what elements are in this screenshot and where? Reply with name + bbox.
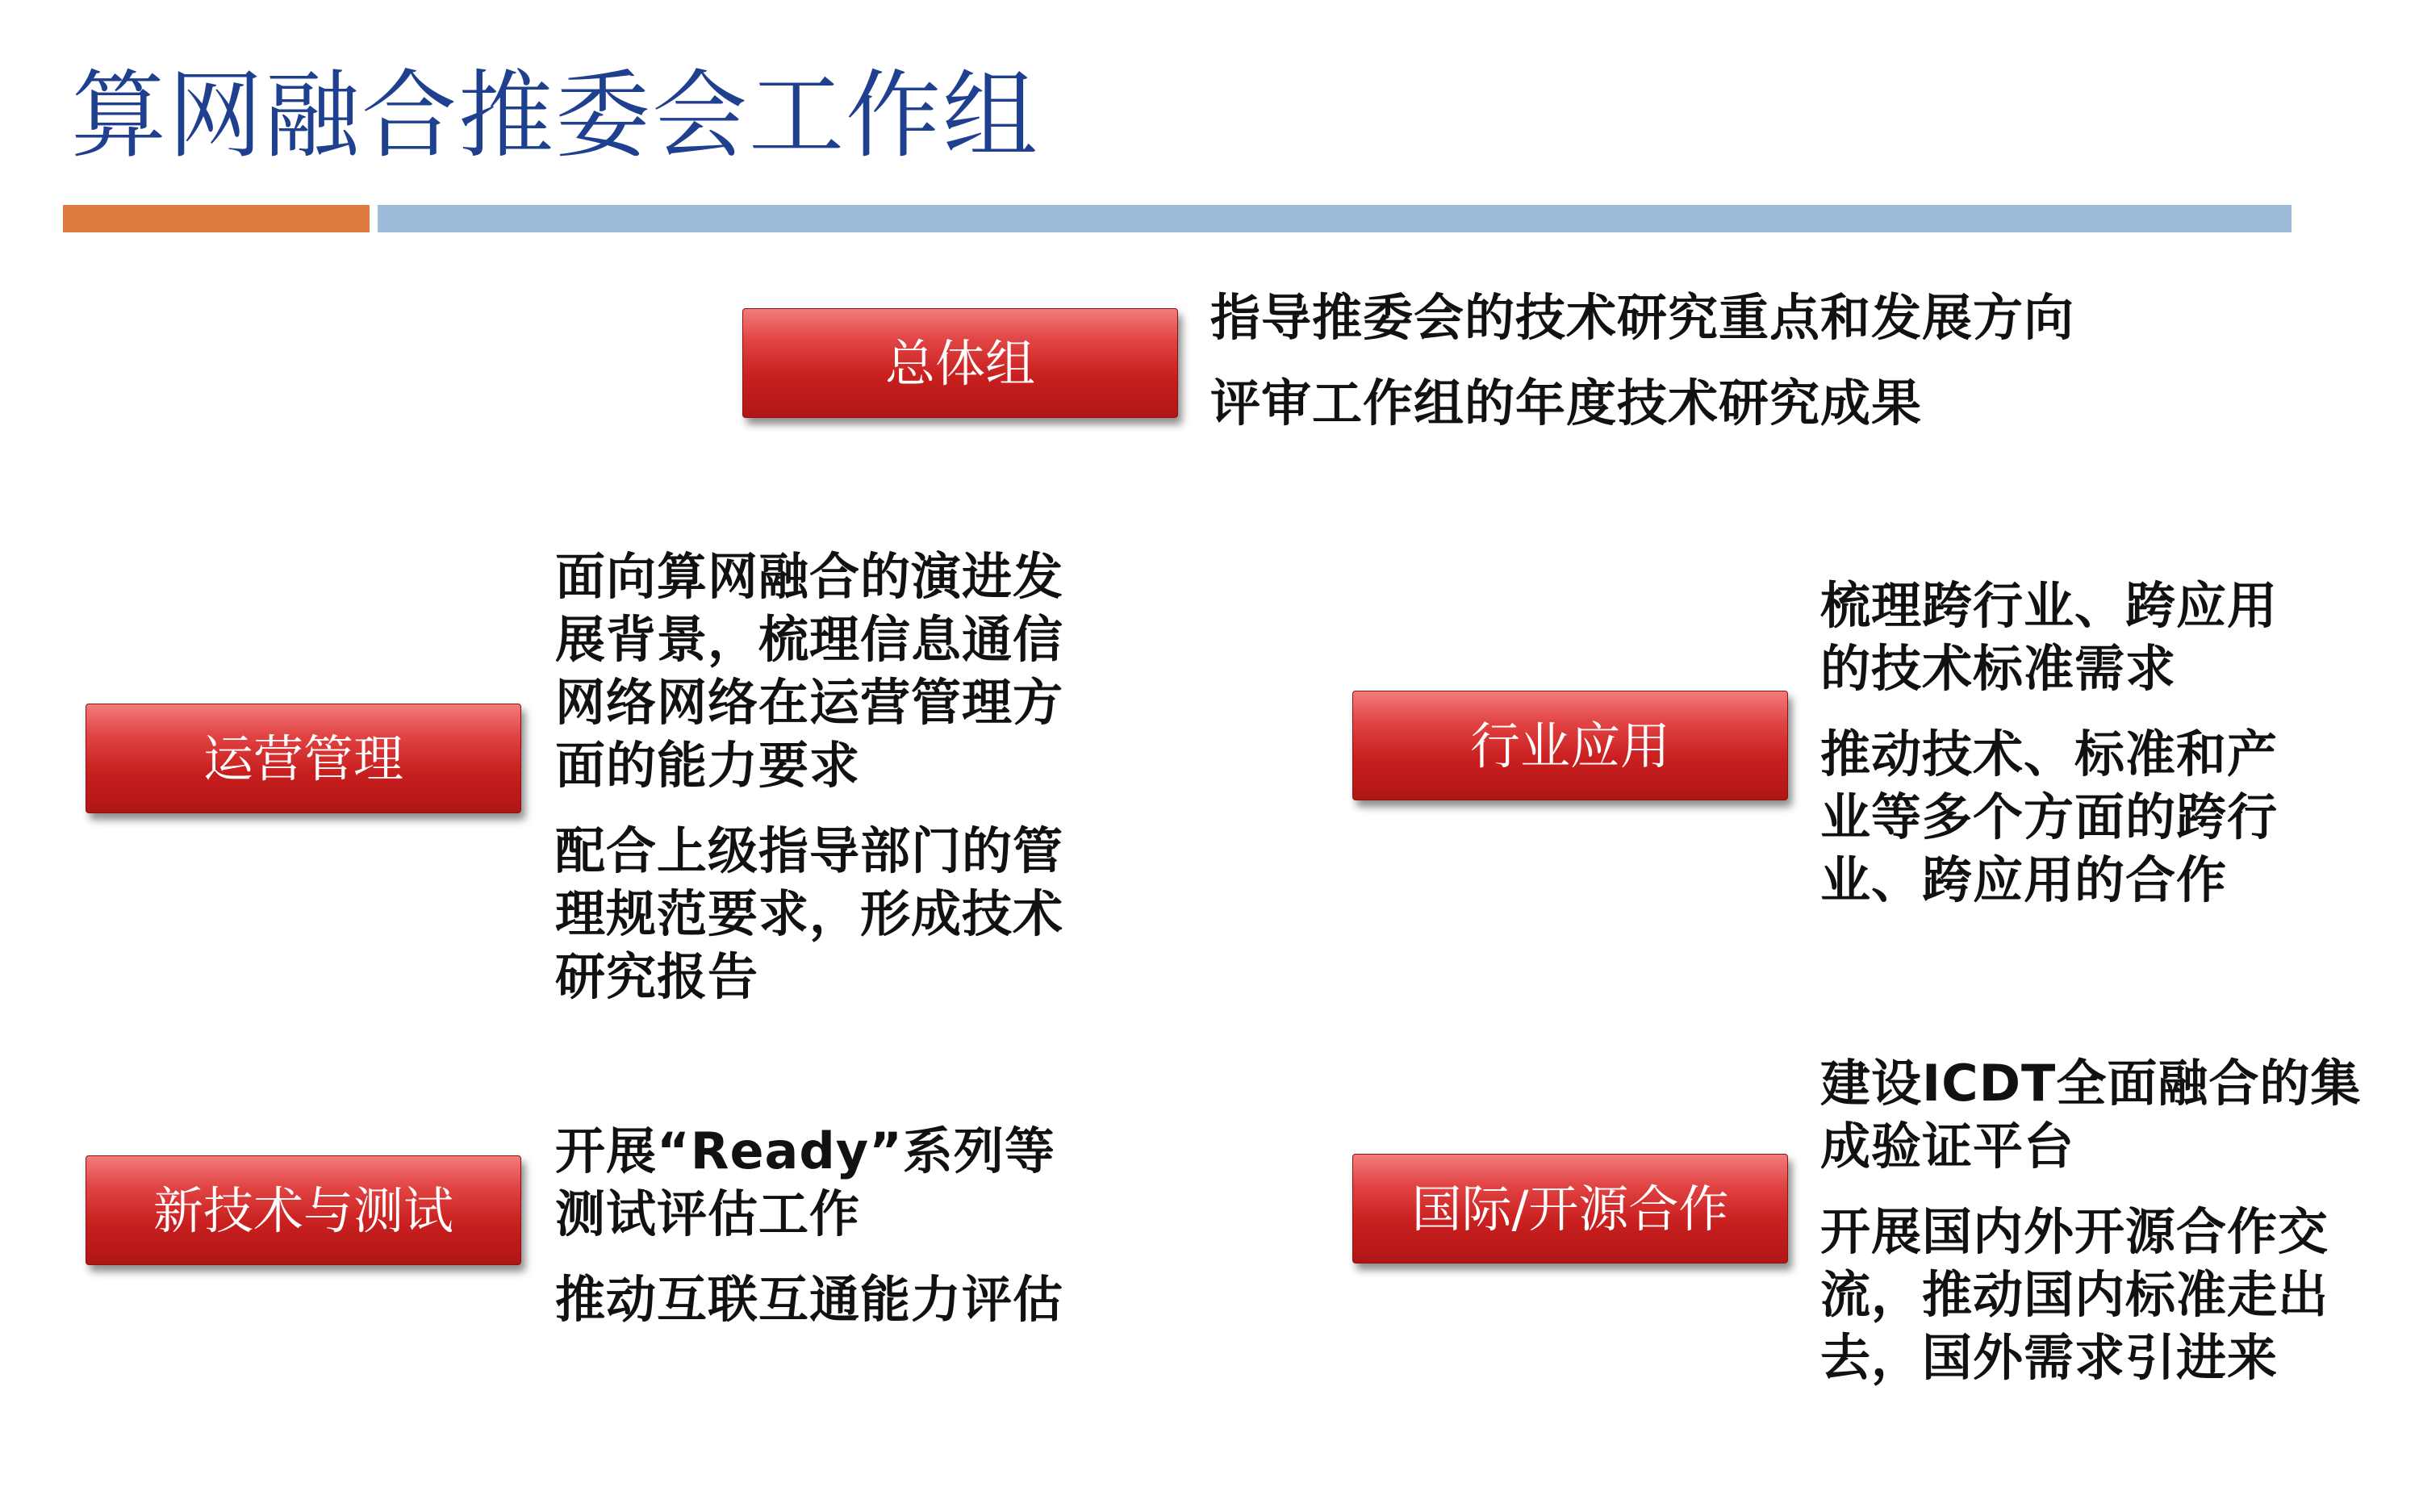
new-tech-testing-description bbox=[555, 1120, 1063, 1331]
newtech-p2-line-1: 推动互联互通能力评估 bbox=[555, 1270, 1064, 1329]
overall-group-description bbox=[1210, 286, 2074, 435]
ops-management-description bbox=[555, 545, 1063, 1009]
new-tech-testing-box: 新技术与测试 bbox=[86, 1155, 521, 1265]
industry-p1-line-2: 的技术标准需求 bbox=[1820, 639, 2177, 698]
ops-p2-line-1: 配合上级指导部门的管 bbox=[555, 821, 1064, 880]
intl-p2-line-3: 去，国外需求引进来 bbox=[1820, 1328, 2279, 1387]
industry-p2-line-1: 推动技术、标准和产 bbox=[1820, 725, 2279, 783]
international-open-source-description bbox=[1820, 1052, 2361, 1389]
title-underline-orange bbox=[63, 205, 370, 232]
title-underline-blue bbox=[378, 205, 2292, 232]
ops-p2-line-3: 研究报告 bbox=[555, 947, 759, 1006]
ops-p2-line-2: 理规范要求，形成技术 bbox=[555, 884, 1064, 943]
intl-p2-line-1: 开展国内外开源合作交 bbox=[1820, 1202, 2329, 1261]
overall-group-box: 总体组 bbox=[742, 308, 1178, 418]
ops-p1-line-2: 展背景，梳理信息通信 bbox=[555, 610, 1064, 669]
ops-management-box: 运营管理 bbox=[86, 704, 521, 813]
international-open-source-box: 国际/开源合作 bbox=[1352, 1154, 1788, 1263]
industry-application-description bbox=[1820, 574, 2278, 912]
intl-p2-line-2: 流，推动国内标准走出 bbox=[1820, 1265, 2329, 1324]
ops-p1-line-1: 面向算网融合的演进发 bbox=[555, 547, 1064, 606]
ops-p1-line-3: 网络网络在运营管理方 bbox=[555, 673, 1064, 732]
newtech-p1-line-1: 开展“Ready”系列等 bbox=[555, 1121, 1055, 1180]
intl-p1-line-1: 建设ICDT全面融合的集 bbox=[1820, 1054, 2362, 1113]
industry-p1-line-1: 梳理跨行业、跨应用 bbox=[1820, 576, 2279, 635]
page-title: 算网融合推委会工作组 bbox=[71, 60, 1040, 171]
industry-application-box: 行业应用 bbox=[1352, 691, 1788, 800]
industry-p2-line-2: 业等多个方面的跨行 bbox=[1820, 787, 2279, 846]
overall-line-1: 指导推委会的技术研究重点和发展方向 bbox=[1210, 288, 2075, 347]
ops-p1-line-4: 面的能力要求 bbox=[555, 736, 861, 795]
overall-line-2: 评审工作组的年度技术研究成果 bbox=[1210, 374, 1923, 432]
intl-p1-line-2: 成验证平台 bbox=[1820, 1117, 2075, 1176]
industry-p2-line-3: 业、跨应用的合作 bbox=[1820, 850, 2228, 909]
newtech-p1-line-2: 测试评估工作 bbox=[555, 1184, 861, 1243]
